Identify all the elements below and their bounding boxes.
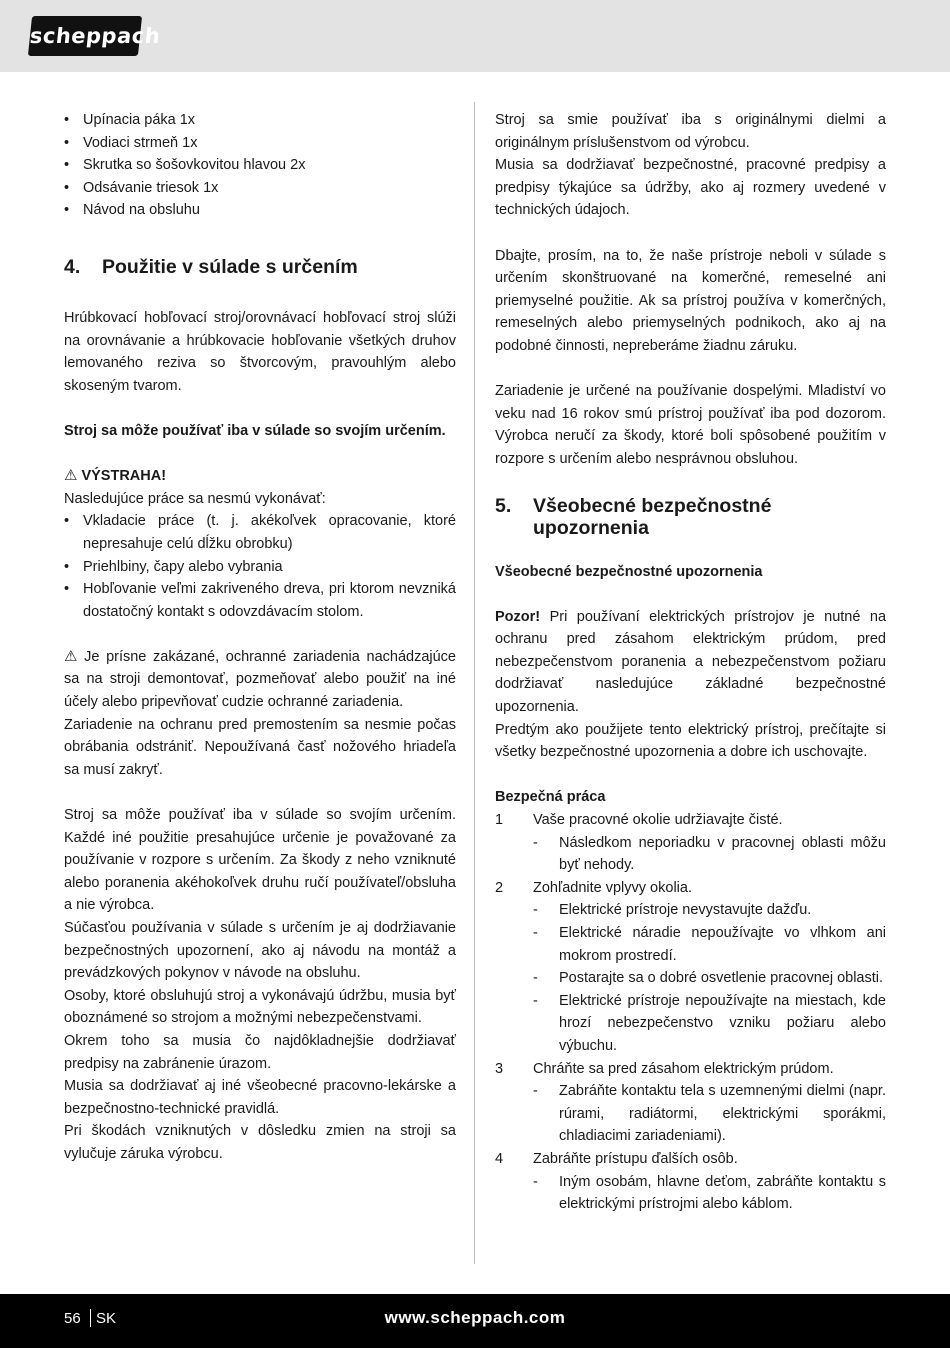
column-divider bbox=[474, 102, 475, 1264]
paragraph: Stroj sa smie používať iba s originálnymi dielmi a originálnym príslušenstvom od výrobcu. bbox=[495, 112, 886, 151]
numbered-item: 2 Zohľadnite vplyvy okolia. bbox=[495, 879, 692, 896]
dash-item: - Elektrické prístroje nevystavujte dažďu. bbox=[533, 902, 812, 919]
dash-item: - Iným osobám, hlavne deťom, zabráňte kontaktu s elektrickými prístrojmi alebo káblom. bbox=[533, 1173, 886, 1213]
page-number: 56 bbox=[64, 1310, 81, 1327]
paragraph: Hrúbkovací hobľovací stroj/orovnávací hobľovací stroj slúži na orovnávanie a hrúbkovacie hobľovanie všetkých druhov lemovaného reziva so štvorcovým, pravouhlým alebo skoseným tvarom. bbox=[64, 309, 456, 394]
paragraph: Predtým ako použijete tento elektrický prístroj, prečítajte si všetky bezpečnostné upozornenia a dobre ich uschovajte. bbox=[495, 721, 886, 761]
paragraph: Musia sa dodržiavať bezpečnostné, pracovné predpisy a predpisy týkajúce sa údržby, ako aj rozmery uvedené v technických údajoch. bbox=[495, 157, 886, 219]
warning-heading bbox=[64, 465, 456, 488]
section-number: 5. bbox=[495, 494, 512, 517]
warning-icon: ⚠ bbox=[64, 467, 78, 485]
subsection-title: Bezpečná práca bbox=[495, 789, 606, 806]
warning-icon: ⚠ bbox=[64, 647, 81, 665]
paragraph: Nasledujúce práce sa nesmú vykonávať: bbox=[64, 490, 326, 507]
warning-title: VÝSTRAHA! bbox=[81, 468, 167, 485]
subsection-title: Všeobecné bezpečnostné upozornenia bbox=[495, 563, 763, 580]
list-item: • Vodiaci strmeň 1x bbox=[64, 132, 456, 155]
paragraph: Musia sa dodržiavať aj iné všeobecné pracovno-lekárske a bezpečnostno-technické pravidlá. bbox=[64, 1078, 456, 1117]
list-item: • Upínacia páka 1x bbox=[64, 109, 456, 132]
list-item: • Hobľovanie veľmi zakriveného dreva, pri ktorom nevzniká dostatočný kontakt s odovzdávacím stolom. bbox=[64, 578, 456, 623]
paragraph: Osoby, ktoré obsluhujú stroj a vykonávajú údržbu, musia byť oboznámené so strojom a možnými nebezpečenstvami. bbox=[64, 987, 456, 1027]
section-title: Všeobecné bezpečnostné upozornenia bbox=[533, 494, 772, 539]
left-column bbox=[64, 109, 456, 1166]
caution-paragraph: Pozor! Pri používaní elektrických prístrojov je nutné na ochranu pred zásahom elektrickým prúdom, pred nebezpečenstvom poranenia a nebezpečenstvom požiaru dodržiavať nasledujúce základné bezpečnostné upozornenia. bbox=[495, 608, 887, 716]
safety-list bbox=[495, 809, 886, 1216]
scheppach-logo: scheppach bbox=[28, 16, 142, 56]
bold-paragraph: Stroj sa môže používať iba v súlade so svojím určením. bbox=[64, 422, 446, 439]
website-link[interactable]: www.scheppach.com bbox=[384, 1308, 566, 1327]
language-code: SK bbox=[96, 1310, 117, 1327]
section-4-heading bbox=[64, 256, 456, 278]
paragraph: Pri škodách vzniknutých v dôsledku zmien na stroji sa vylučuje záruka výrobcu. bbox=[64, 1123, 456, 1162]
dash-item: - Elektrické prístroje nepoužívajte na miestach, kde hrozí nebezpečenstvo vzniku požiaru alebo výbuchu. bbox=[533, 992, 886, 1054]
numbered-item: 4 Zabráňte prístupu ďalších osôb. bbox=[495, 1150, 738, 1167]
footer bbox=[0, 1294, 950, 1348]
numbered-item: 1 Vaše pracovné okolie udržiavajte čisté. bbox=[495, 812, 783, 829]
paragraph: Stroj sa môže používať iba v súlade so svojím určením. Každé iné použitie presahujúce určenie je považované za používanie v rozpore s určením. Za škody z neho vzniknuté alebo poranenia akéhokoľvek druhu ručí používateľ/obsluha a nie výrobca. bbox=[64, 807, 456, 914]
section-number: 4. bbox=[64, 255, 81, 278]
paragraph: Dbajte, prosím, na to, že naše prístroje neboli v súlade s určením skonštruované na komerčné, remeselné ani priemyselné použitie. Ak sa prístroj používa v komerčných, remeselných alebo priemyselných podnikoch, ako aj na podobné činnosti, nepreberáme žiadnu záruku. bbox=[495, 247, 886, 354]
caution-label: Pozor! bbox=[495, 608, 541, 625]
paragraph: Zariadenie je určené na používanie dospelými. Mladiství vo veku nad 16 rokov smú prístroj používať iba pod dozorom. Výrobca neručí za škody, ktoré boli spôsobené použitím v rozpore s určením alebo nesprávnou obsluhou. bbox=[495, 383, 886, 467]
prohibited-list bbox=[64, 510, 456, 623]
paragraph: Okrem toho sa musia čo najdôkladnejšie dodržiavať predpisy na zabránenie úrazom. bbox=[64, 1032, 456, 1072]
numbered-item: 3 Chráňte sa pred zásahom elektrickým prúdom. bbox=[495, 1060, 834, 1077]
warning-paragraph: ⚠ Je prísne zakázané, ochranné zariadenia nachádzajúce sa na stroji demontovať, pozmeňovať alebo použiť na iné účely alebo pripevňovať cudzie ochranné zariadenia. bbox=[64, 647, 456, 711]
list-item: • Priehlbiny, čapy alebo vybrania bbox=[64, 556, 456, 579]
paragraph: Súčasťou používania v súlade s určením je aj dodržiavanie bezpečnostných upozornení, ako aj návodu na montáž a prevádzkových pokynov v návode na obsluhu. bbox=[64, 920, 456, 982]
list-item: • Odsávanie triesok 1x bbox=[64, 177, 456, 200]
section-title: Použitie v súlade s určením bbox=[102, 255, 358, 278]
paragraph: Zariadenie na ochranu pred premostením sa nesmie počas obrábania odstrániť. Nepoužívaná časť nožového hriadeľa sa musí zakryť. bbox=[64, 716, 456, 778]
dash-item: - Postarajte sa o dobré osvetlenie pracovnej oblasti. bbox=[533, 970, 884, 987]
dash-item: - Elektrické náradie nepoužívajte vo vlhkom ani mokrom prostredí. bbox=[533, 925, 886, 964]
section-5-heading bbox=[495, 495, 886, 539]
right-column bbox=[495, 109, 886, 1216]
dash-item: - Následkom neporiadku v pracovnej oblasti môžu byť nehody. bbox=[533, 834, 886, 874]
header-band bbox=[0, 0, 950, 72]
list-item: • Návod na obsluhu bbox=[64, 199, 456, 222]
dash-item: - Zabráňte kontaktu tela s uzemnenými dielmi (napr. rúrami, radiátormi, elektrickými sporákmi, chladiacimi zariadeniami). bbox=[533, 1083, 886, 1145]
contents-list bbox=[64, 109, 456, 222]
list-item: • Skrutka so šošovkovitou hlavou 2x bbox=[64, 154, 456, 177]
list-item: • Vkladacie práce (t. j. akékoľvek opracovanie, ktoré nepresahuje celú dĺžku obrobku) bbox=[64, 510, 456, 555]
